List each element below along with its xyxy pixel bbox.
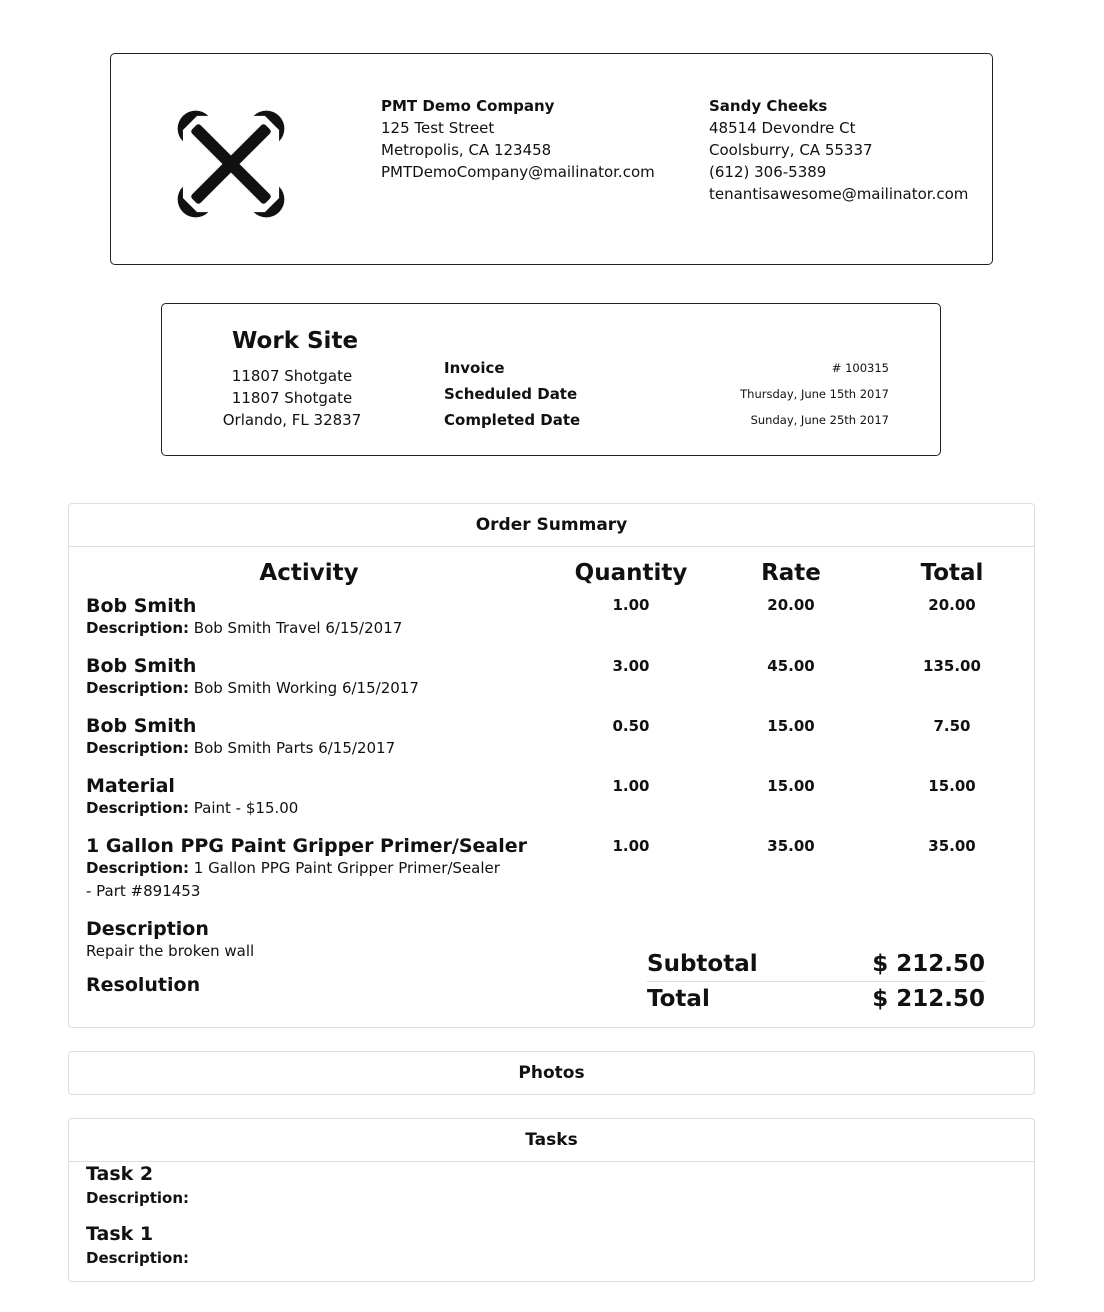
subtotal-label: Subtotal [647,951,758,977]
line-item-rate: 20.00 [767,596,815,614]
task-description-label: Description: [86,1189,190,1207]
total-value: $ 212.50 [872,986,985,1012]
subtotal-value: $ 212.50 [872,951,985,977]
tasks-title: Tasks [69,1119,1034,1162]
line-item-name: Bob Smith [86,715,197,737]
line-item-description: 1 Gallon PPG Paint Gripper Primer/Sealer - Part #891453 [86,859,500,900]
worksite-address [192,365,392,431]
line-item-description: Bob Smith Working 6/15/2017 [193,679,419,697]
line-item-rate: 35.00 [767,837,815,855]
header-box [110,53,993,265]
line-item-quantity: 1.00 [612,837,650,855]
tenant-email: tenantisawesome@mailinator.com [709,185,969,203]
worksite-title: Work Site [232,328,359,354]
line-item [86,835,528,903]
worksite-line2: 11807 Shotgate [231,389,353,407]
line-item-name: Bob Smith [86,595,197,617]
line-item-rate: 15.00 [767,717,815,735]
worksite-line1: 11807 Shotgate [231,367,353,385]
tenant-phone: (612) 306-5389 [709,163,827,181]
tasks-panel [68,1118,1035,1282]
invoice-labels [444,355,580,433]
photos-title: Photos [518,1063,585,1083]
rate-column-header: Rate [761,560,821,586]
quantity-column-header: Quantity [574,560,688,586]
tenant-name: Sandy Cheeks [709,97,828,115]
line-item-quantity: 0.50 [612,717,650,735]
description-label: Description: [86,619,190,637]
order-summary-title: Order Summary [69,504,1034,547]
company-email: PMTDemoCompany@mailinator.com [381,163,655,181]
completed-date-label: Completed Date [444,411,581,429]
invoice-label: Invoice [444,359,505,377]
invoice-number: # 100315 [831,361,889,375]
company-city: Metropolis, CA 123458 [381,141,552,159]
line-item-total: 15.00 [928,777,976,795]
line-item-description: Paint - $15.00 [193,799,299,817]
line-item [86,655,526,700]
invoice-values [740,355,889,433]
photos-panel [68,1051,1035,1095]
task-name: Task 1 [86,1223,154,1245]
line-item-name: Bob Smith [86,655,197,677]
line-item-description: Bob Smith Travel 6/15/2017 [193,619,403,637]
line-item [86,715,526,760]
summary-divider [647,981,985,982]
line-item-rate: 45.00 [767,657,815,675]
task-description-label: Description: [86,1249,190,1267]
task-item [86,1223,189,1271]
worksite-line3: Orlando, FL 32837 [222,411,362,429]
tenant-city: Coolsburry, CA 55337 [709,141,873,159]
line-item-total: 135.00 [923,657,981,675]
completed-date-value: Sunday, June 25th 2017 [750,413,889,427]
activity-column-header: Activity [259,560,359,586]
description-text: Repair the broken wall [86,942,255,960]
line-item [86,775,526,820]
total-label: Total [647,986,710,1012]
line-item-name: 1 Gallon PPG Paint Gripper Primer/Sealer [86,835,528,857]
resolution-heading: Resolution [86,974,201,996]
line-item-quantity: 3.00 [612,657,650,675]
description-label: Description: [86,739,190,757]
task-name: Task 2 [86,1163,154,1185]
line-item [86,595,526,640]
line-item-quantity: 1.00 [612,596,650,614]
line-item-total: 35.00 [928,837,976,855]
company-name: PMT Demo Company [381,97,555,115]
total-column-header: Total [920,560,984,586]
description-label: Description: [86,859,190,877]
line-item-total: 7.50 [933,717,971,735]
scheduled-date-label: Scheduled Date [444,385,578,403]
description-section [86,918,254,996]
description-label: Description: [86,679,190,697]
line-item-total: 20.00 [928,596,976,614]
scheduled-date-value: Thursday, June 15th 2017 [740,387,889,401]
description-label: Description: [86,799,190,817]
order-summary-panel [68,503,1035,1028]
company-info [381,95,655,183]
tenant-street: 48514 Devondre Ct [709,119,856,137]
description-heading: Description [86,918,209,940]
line-item-quantity: 1.00 [612,777,650,795]
tenant-info [709,95,968,205]
worksite-box [161,303,941,456]
company-street: 125 Test Street [381,119,495,137]
line-item-description: Bob Smith Parts 6/15/2017 [193,739,396,757]
crossed-wrenches-icon [161,94,301,234]
task-item [86,1163,189,1211]
line-item-name: Material [86,775,175,797]
line-item-rate: 15.00 [767,777,815,795]
